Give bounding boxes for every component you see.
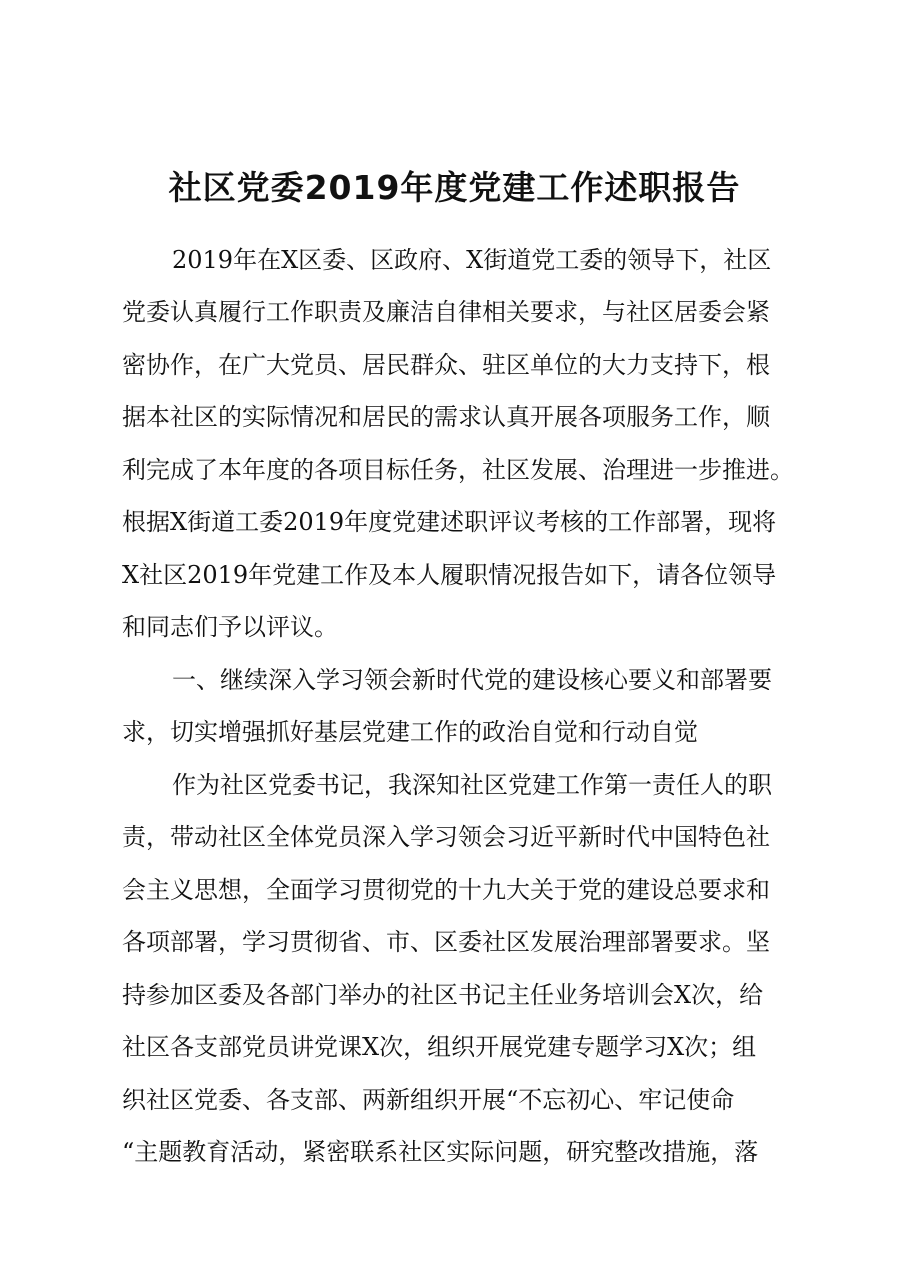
paragraph-line: 持参加区委及各部门举办的社区书记主任业务培训会X次，给 bbox=[122, 981, 764, 1009]
paragraph-line: 会主义思想，全面学习贯彻党的十九大关于党的建设总要求和 bbox=[122, 876, 770, 904]
paragraph-line: X社区2019年党建工作及本人履职情况报告如下，请各位领导 bbox=[122, 561, 777, 589]
paragraph-line: 根据X街道工委2019年度党建述职评议考核的工作部署，现将 bbox=[122, 508, 777, 536]
paragraph-line: 作为社区党委书记，我深知社区党建工作第一责任人的职 bbox=[172, 771, 772, 799]
paragraph-line: “主题教育活动，紧密联系社区实际问题，研究整改措施，落 bbox=[122, 1138, 759, 1166]
paragraph-line: 和同志们予以评议。 bbox=[122, 613, 338, 641]
paragraph-line: 各项部署，学习贯彻省、市、区委社区发展治理部署要求。坚 bbox=[122, 928, 770, 956]
paragraph-line: 织社区党委、各支部、两新组织开展“不忘初心、牢记使命 bbox=[122, 1086, 735, 1114]
section-heading-line: 求，切实增强抓好基层党建工作的政治自觉和行动自觉 bbox=[122, 718, 698, 746]
paragraph-line: 密协作，在广大党员、居民群众、驻区单位的大力支持下，根 bbox=[122, 351, 770, 379]
paragraph-line: 党委认真履行工作职责及廉洁自律相关要求，与社区居委会紧 bbox=[122, 298, 770, 326]
section-heading-line: 一、继续深入学习领会新时代党的建设核心要义和部署要 bbox=[172, 666, 772, 694]
paragraph-line: 利完成了本年度的各项目标任务，社区发展、治理进一步推进。 bbox=[122, 456, 794, 484]
document-title: 社区党委2019年度党建工作述职报告 bbox=[168, 168, 741, 207]
paragraph-line: 据本社区的实际情况和居民的需求认真开展各项服务工作，顺 bbox=[122, 403, 770, 431]
paragraph-line: 2019年在X区委、区政府、X街道党工委的领导下，社区 bbox=[172, 246, 772, 274]
paragraph-line: 社区各支部党员讲党课X次，组织开展党建专题学习X次；组 bbox=[122, 1033, 757, 1061]
paragraph-line: 责，带动社区全体党员深入学习领会习近平新时代中国特色社 bbox=[122, 823, 770, 851]
